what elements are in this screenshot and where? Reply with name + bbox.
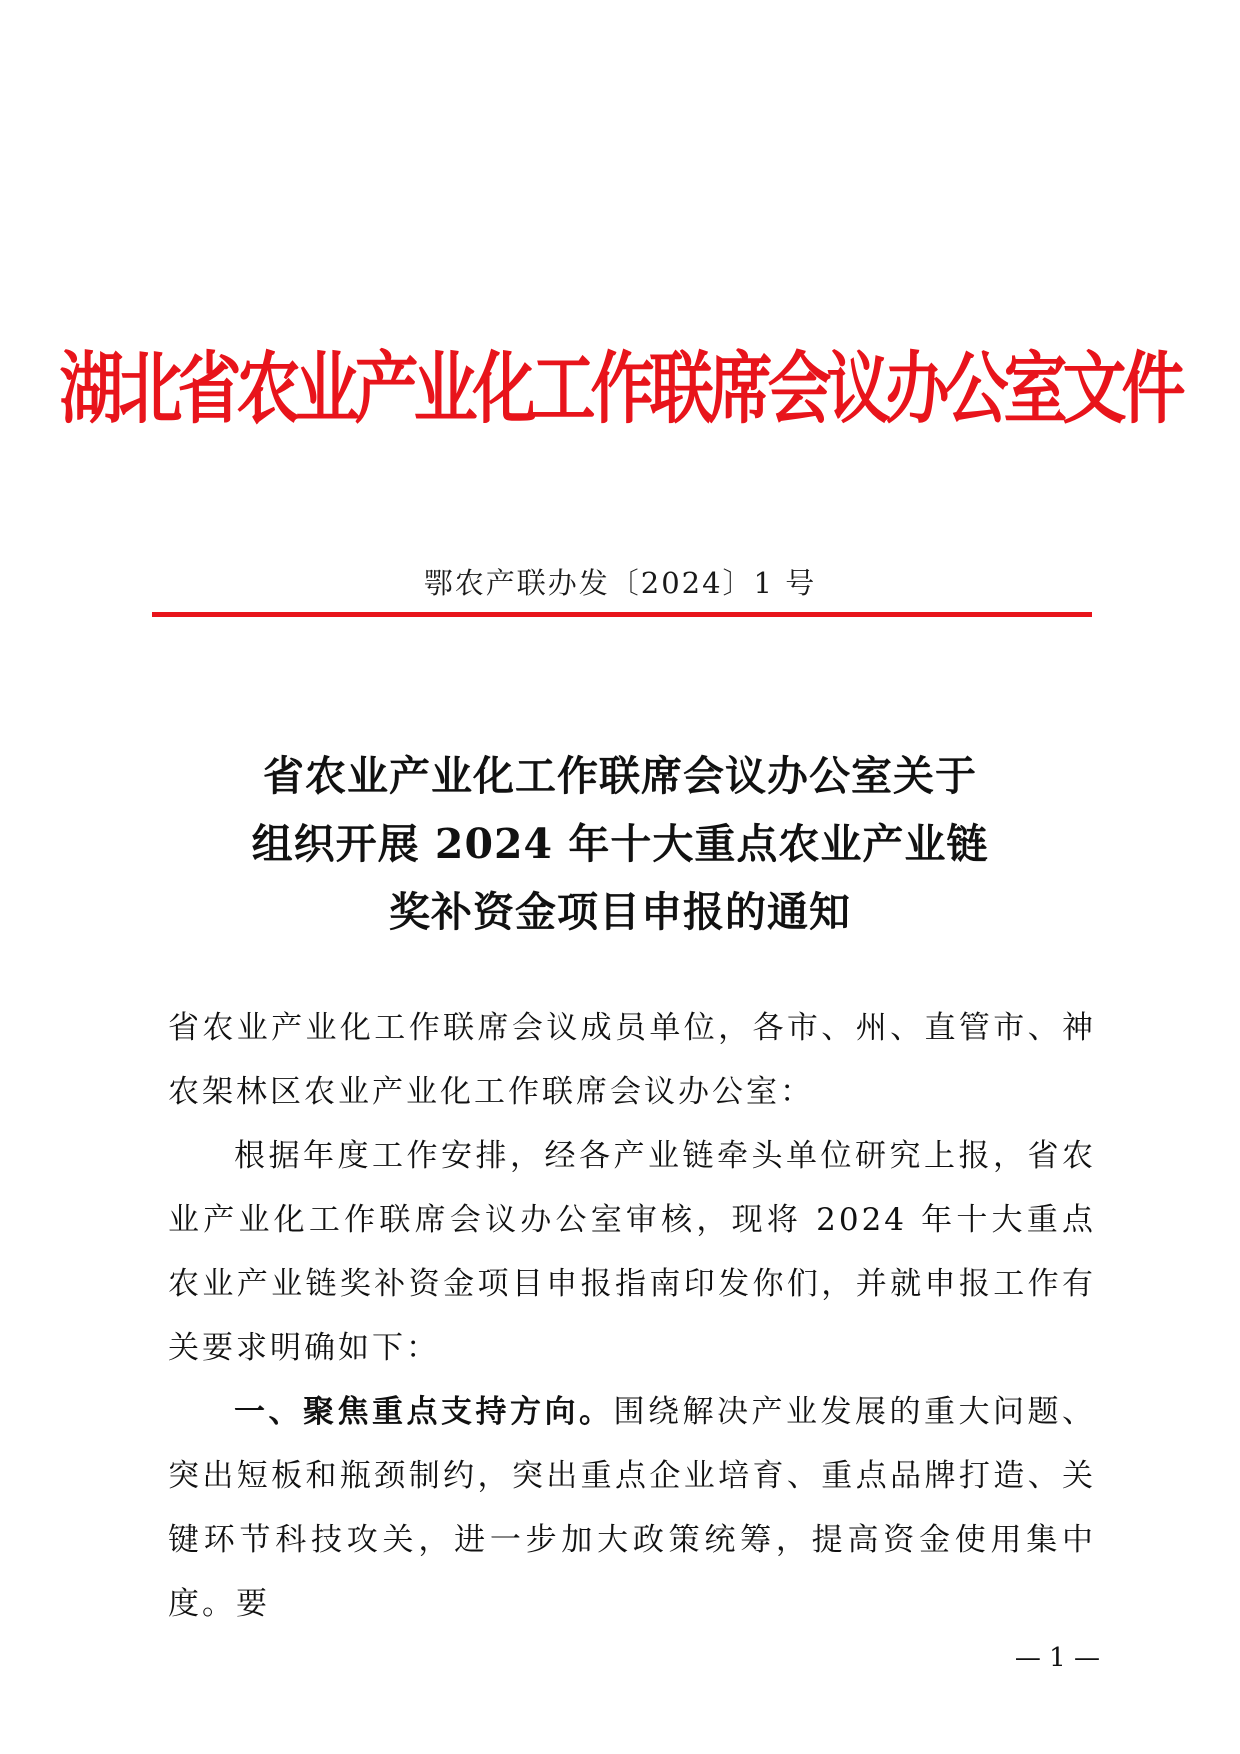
salutation: 省农业产业化工作联席会议成员单位，各市、州、直管市、神农架林区农业产业化工作联席会议办公室： (168, 1010, 1096, 1110)
notice-title (0, 742, 1240, 946)
notice-title-line-2: 组织开展 2024 年十大重点农业产业链 (251, 820, 989, 868)
section-1-paragraph (168, 1380, 1096, 1636)
body-paragraph-1: 根据年度工作安排，经各产业链牵头单位研究上报，省农业产业化工作联席会议办公室审核，现将 2024 年十大重点农业产业链奖补资金项目申报指南印发你们，并就申报工作有关要求明确如下： (168, 1138, 1096, 1366)
red-divider-line (152, 612, 1092, 617)
document-body (168, 996, 1096, 1636)
section-1-heading: 一、聚焦重点支持方向。 (234, 1394, 614, 1430)
document-number: 鄂农产联办发〔2024〕1 号 (423, 566, 817, 600)
notice-title-line-1: 省农业产业化工作联席会议办公室关于 (263, 752, 977, 800)
page-number: — 1 — (1014, 1643, 1100, 1673)
notice-title-line-3: 奖补资金项目申报的通知 (389, 888, 851, 936)
document-header-title: 湖北省农业产业化工作联席会议办公室文件 (59, 344, 1181, 436)
section-1-text: 围绕解决产业发展的重大问题、突出短板和瓶颈制约，突出重点企业培育、重点品牌打造、关键环节科技攻关，进一步加大政策统筹，提高资金使用集中度。要 (168, 1394, 1096, 1622)
